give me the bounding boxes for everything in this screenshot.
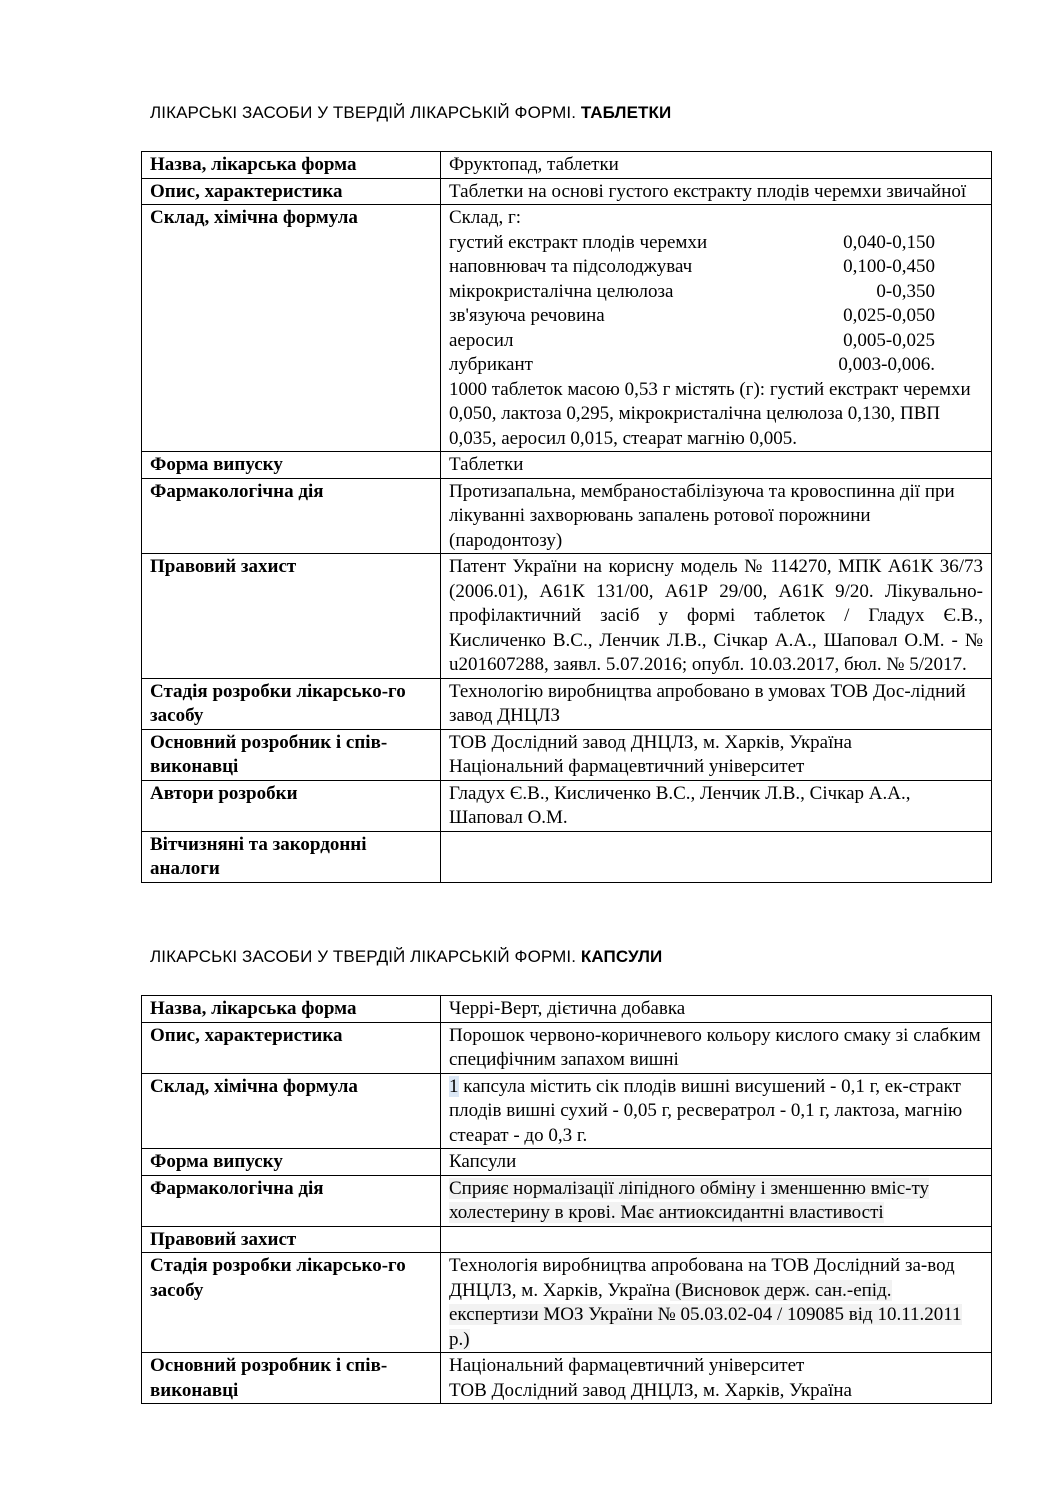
table-row <box>142 678 992 729</box>
row-label: Основний розробник і спів-виконавці <box>142 1353 441 1404</box>
row-label: Правовий захист <box>142 554 441 679</box>
table-row <box>142 205 992 452</box>
row-label: Форма випуску <box>142 1149 441 1176</box>
shaded-text: (Висновок держ. сан.-епід. експертизи МОЗ України № 05.03.02-04 / 109085 від 10.11.2011 р.) <box>449 1279 962 1350</box>
row-label: Назва, лікарська форма <box>142 996 441 1023</box>
table-row <box>142 1022 992 1073</box>
composition-heading: Склад, г: <box>449 207 522 228</box>
row-value: Технологію виробництва апробовано в умовах ТОВ Дос-лідний завод ДНЦЛЗ <box>441 678 992 729</box>
table-row <box>142 452 992 479</box>
composition-item <box>449 329 983 354</box>
section-title-capsules <box>150 947 662 967</box>
composition-item <box>449 353 983 378</box>
row-label: Правовий захист <box>142 1226 441 1253</box>
section-title-text: ЛІКАРСЬКІ ЗАСОБИ У ТВЕРДІЙ ЛІКАРСЬКІЙ ФОРМІ. <box>150 103 581 122</box>
ingredient-amount: 0,025-0,050 <box>843 305 935 326</box>
row-value <box>441 1226 992 1253</box>
table-row <box>142 831 992 882</box>
table-row <box>142 1149 992 1176</box>
row-value <box>441 1175 992 1226</box>
ingredient-name: мікрокристалічна целюлоза <box>449 280 674 302</box>
ingredient-amount: 0,040-0,150 <box>843 231 935 253</box>
tablets-table <box>141 151 992 883</box>
table-row <box>142 1073 992 1149</box>
row-value: Таблетки на основі густого екстракту плодів черемхи звичайної <box>441 178 992 205</box>
ingredient-amount: 0,003-0,006. <box>838 354 935 375</box>
row-value <box>441 831 992 882</box>
row-label: Автори розробки <box>142 780 441 831</box>
table-row <box>142 152 992 179</box>
row-label: Форма випуску <box>142 452 441 479</box>
row-value: Черрі-Верт, дієтична добавка <box>441 996 992 1023</box>
composition-item <box>449 280 983 305</box>
row-value: Патент України на корисну модель № 114270, МПК А61К 36/73 (2006.01), А61К 131/00, А61Р 29/00, А61К 9/20. Лікувально-профілактичний засіб у формі таблеток / Гладух Є.В., Кисличенко В.С., Ленчик Л.В., Січкар А.А., Шаповал О.М. - № u201607288, заявл. 5.07.2016; опубл. 10.03.2017, бюл. № 5/2017. <box>441 554 992 679</box>
row-label: Вітчизняні та закордонні аналоги <box>142 831 441 882</box>
row-value <box>441 1353 992 1404</box>
section-title-bold: ТАБЛЕТКИ <box>580 103 672 122</box>
stage-text: Технологія виробництва апробована на ТОВ Дослідний за-вод ДНЦЛЗ, м. Харків, Україна <box>449 1255 955 1301</box>
section-title-bold: КАПСУЛИ <box>580 947 663 966</box>
row-label: Основний розробник і спів-виконавці <box>142 729 441 780</box>
row-label: Стадія розробки лікарсько-го засобу <box>142 1253 441 1353</box>
table-row <box>142 1253 992 1353</box>
ingredient-amount: 0,005-0,025 <box>843 329 935 351</box>
ingredient-name: наповнювач та підсолоджувач <box>449 256 693 277</box>
table-row <box>142 478 992 554</box>
ingredient-name: зв'язуюча речовина <box>449 305 605 326</box>
row-value: Порошок червоно-коричневого кольору кислого смаку зі слабким специфічним запахом вишні <box>441 1022 992 1073</box>
table-row <box>142 729 992 780</box>
table-row <box>142 554 992 679</box>
ingredient-amount: 0-0,350 <box>876 280 935 302</box>
section-title-text: ЛІКАРСЬКІ ЗАСОБИ У ТВЕРДІЙ ЛІКАРСЬКІЙ ФОРМІ. <box>150 947 581 966</box>
row-value <box>441 1073 992 1149</box>
ingredient-name: густий екстракт плодів черемхи <box>449 231 708 253</box>
table-row <box>142 1226 992 1253</box>
row-value: Таблетки <box>441 452 992 479</box>
row-value: Капсули <box>441 1149 992 1176</box>
developer-line: ТОВ Дослідний завод ДНЦЛЗ, м. Харків, Україна <box>449 731 852 753</box>
row-label: Опис, характеристика <box>142 1022 441 1073</box>
composition-item <box>449 304 983 329</box>
table-row <box>142 178 992 205</box>
composition-cell <box>441 205 992 452</box>
row-label: Фармакологічна дія <box>142 1175 441 1226</box>
developer-line: Національний фармацевтичний університет <box>449 1355 805 1376</box>
ingredient-name: аеросил <box>449 329 514 351</box>
row-label: Назва, лікарська форма <box>142 152 441 179</box>
row-label: Опис, характеристика <box>142 178 441 205</box>
section-title-tablets <box>150 103 671 123</box>
shaded-text: Сприяє нормалізації ліпідного обміну і зменшенню вміс-ту холестерину в крові. Має антиоксидантні властивості <box>449 1177 930 1223</box>
ingredient-amount: 0,100-0,450 <box>843 256 935 277</box>
ingredient-name: лубрикант <box>449 354 533 375</box>
row-label: Склад, хімічна формула <box>142 1073 441 1149</box>
row-label: Стадія розробки лікарсько-го засобу <box>142 678 441 729</box>
composition-item <box>449 255 983 280</box>
developer-line: Національний фармацевтичний університет <box>449 756 805 777</box>
row-value <box>441 729 992 780</box>
table-row <box>142 1353 992 1404</box>
row-value <box>441 1253 992 1353</box>
composition-text: капсула містить сік плодів вишні висушений - 0,1 г, ек-стракт плодів вишні сухий - 0,05 г, ресвератрол - 0,1 г, лактоза, магнію стеарат - до 0,3 г. <box>449 1075 963 1146</box>
table-row <box>142 1175 992 1226</box>
row-label: Фармакологічна дія <box>142 478 441 554</box>
row-value: Протизапальна, мембраностабілізуюча та кровоспинна дії при лікуванні захворювань запалень ротової порожнини (пародонтозу) <box>441 478 992 554</box>
developer-line: ТОВ Дослідний завод ДНЦЛЗ, м. Харків, Україна <box>449 1379 852 1401</box>
table-row <box>142 780 992 831</box>
composition-item <box>449 231 983 256</box>
composition-note: 1000 таблеток масою 0,53 г містять (г): густий екстракт черемхи 0,050, лактоза 0,295, мікрокристалічна целюлоза 0,130, ПВП 0,035, аеросил 0,015, стеарат магнію 0,005. <box>449 378 971 449</box>
row-label: Склад, хімічна формула <box>142 205 441 452</box>
row-value: Фруктопад, таблетки <box>441 152 992 179</box>
capsules-table <box>141 995 992 1404</box>
table-row <box>142 996 992 1023</box>
row-value: Гладух Є.В., Кисличенко В.С., Ленчик Л.В., Січкар А.А., Шаповал О.М. <box>441 780 992 831</box>
highlighted-text: 1 <box>449 1075 459 1097</box>
